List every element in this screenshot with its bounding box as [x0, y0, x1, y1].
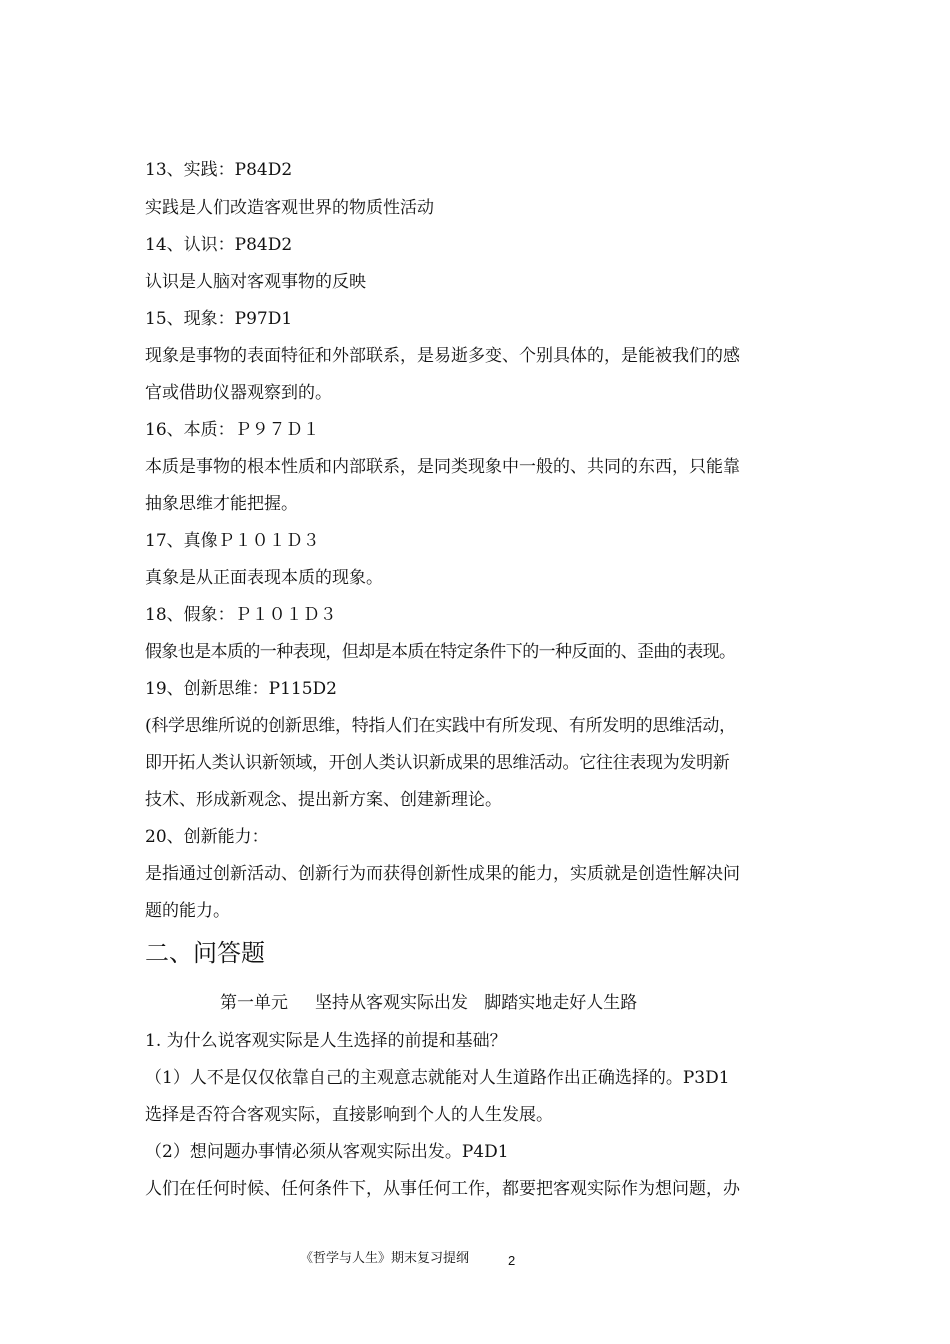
term-16-definition-line-2: 抽象思维才能把握。 — [145, 494, 298, 514]
answer-point-1: （1）人不是仅仅依靠自己的主观意志就能对人生道路作出正确选择的。P3D1 — [145, 1068, 730, 1088]
section-heading: 二、问答题 — [145, 939, 265, 967]
term-18-definition: 假象也是本质的一种表现，但却是本质在特定条件下的一种反面的、歪曲的表现。 — [145, 642, 736, 662]
term-13-definition: 实践是人们改造客观世界的物质性活动 — [145, 198, 434, 218]
term-19-definition-line-3: 技术、形成新观念、提出新方案、创建新理论。 — [145, 790, 502, 810]
term-13-heading: 13、实践：P84D2 — [145, 160, 293, 180]
term-19-heading: 19、创新思维：P115D2 — [145, 679, 337, 699]
term-16-definition-line-1: 本质是事物的根本性质和内部联系，是同类现象中一般的、共同的东西，只能靠 — [145, 457, 740, 477]
term-16-heading: 16、本质：Ｐ９７Ｄ１ — [145, 420, 320, 440]
term-15-definition-line-2: 官或借助仪器观察到的。 — [145, 383, 332, 403]
answer-point-2: （2）想问题办事情必须从客观实际出发。P4D1 — [145, 1142, 509, 1162]
term-15-definition-line-1: 现象是事物的表面特征和外部联系，是易逝多变、个别具体的，是能被我们的感 — [145, 346, 740, 366]
term-20-definition-line-1: 是指通过创新活动、创新行为而获得创新性成果的能力，实质就是创造性解决问 — [145, 864, 740, 884]
term-20-definition-line-2: 题的能力。 — [145, 901, 230, 921]
term-17-definition: 真象是从正面表现本质的现象。 — [145, 568, 383, 588]
unit-title: 第一单元 坚持从客观实际出发 脚踏实地走好人生路 — [220, 993, 638, 1013]
page-number: 2 — [508, 1253, 516, 1268]
term-20-heading: 20、创新能力： — [145, 827, 269, 847]
term-18-heading: 18、假象：Ｐ１０１Ｄ３ — [145, 605, 337, 625]
answer-point-2-detail: 人们在任何时候、任何条件下，从事任何工作，都要把客观实际作为想问题，办 — [145, 1179, 740, 1199]
question-1: 1. 为什么说客观实际是人生选择的前提和基础？ — [145, 1031, 507, 1051]
term-14-definition: 认识是人脑对客观事物的反映 — [145, 272, 366, 292]
term-15-heading: 15、现象：P97D1 — [145, 309, 293, 329]
term-17-heading: 17、真像Ｐ１０１Ｄ３ — [145, 531, 320, 551]
term-14-heading: 14、认识：P84D2 — [145, 235, 293, 255]
term-19-definition-line-1: (科学思维所说的创新思维，特指人们在实践中有所发现、有所发明的思维活动， — [145, 716, 736, 736]
footer-title: 《哲学与人生》期末复习提纲 — [300, 1251, 470, 1266]
answer-point-1-detail: 选择是否符合客观实际，直接影响到个人的人生发展。 — [145, 1105, 553, 1125]
term-19-definition-line-2: 即开拓人类认识新领域，开创人类认识新成果的思维活动。它往往表现为发明新 — [145, 753, 730, 773]
